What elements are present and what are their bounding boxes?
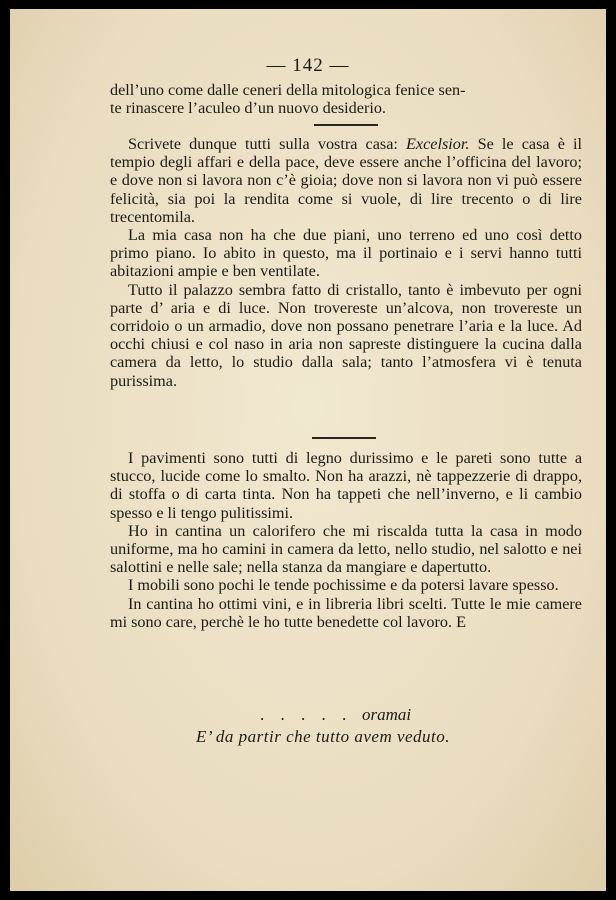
verse-line: E’ da partir che tutto avem veduto.: [196, 727, 451, 746]
paragraph: Tutto il palazzo sembra fatto di cristallo, tanto è imbevuto per ogni parte d’ aria e di luce. Non trovereste un’alcova, non trovereste un corridoio o un armadio, dove non possano penetrare l’aria e la luce. Ad occhi chiusi e col naso in aria non sapreste distinguere la cucina dalla camera da letto, lo studio dalla sala; tanto l’atmosfera vi è tenuta purissima.: [110, 280, 582, 390]
paragraph: Ho in cantina un calorifero che mi riscalda tutta la casa in modo uniforme, ma ho camini in camera da letto, nello studio, nel salotto e nei salottini e nelle sale; nella stanza da mangiare e dapertutto.: [110, 521, 582, 577]
text-block-house: [110, 135, 582, 390]
paragraph: La mia casa non ha che due piani, uno terreno ed uno così detto primo piano. Io abito in questo, ma il portinaio e i servi hanno tutti abitazioni ampie e ben ventilate.: [110, 226, 582, 281]
text-line: te rinascere l’aculeo d’un nuovo desiderio.: [110, 99, 386, 118]
book-page: [10, 9, 606, 891]
section-divider: [314, 124, 378, 126]
paragraph: I pavimenti sono tutti di legno durissimo e le pareti sono tutte a stucco, lucide come lo smalto. Non ha arazzi, nè tappezzerie di drappo, di stoffa o di carta tinta. Non ha tappeti che nell’inverno, e li cambio spesso e li tengo pulitissimi.: [110, 449, 582, 522]
text-block-opening: [110, 81, 582, 117]
page-number: — 142 —: [266, 55, 350, 76]
text-line: dell’uno come dalle ceneri della mitologica fenice sen-: [110, 81, 466, 99]
paragraph: [110, 135, 582, 226]
section-divider: [312, 437, 376, 439]
verse-fragment: oramai: [362, 705, 412, 724]
ellipsis-dots: . . . . .: [260, 705, 353, 724]
paragraph: I mobili sono pochi le tende pochissime e da potersi lavare spesso.: [128, 576, 559, 595]
paragraph-text: Scrivete dunque tutti sulla vostra casa:: [128, 135, 407, 153]
excelsior-word: Excelsior.: [406, 135, 470, 153]
paragraph-text: Se le casa è il tempio degli affari e della pace, deve essere anche l’officina del lavoro; e dove non si lavora non c’è gioia; dove non si lavora non vi può essere felicità, sia poi la rendita come si vuole, di lire trecento o di lire trecentomila.: [110, 135, 583, 226]
text-block-interior: [110, 449, 582, 631]
paragraph: In cantina ho ottimi vini, e in libreria libri scelti. Tutte le mie camere mi sono care, perchè le ho tutte benedette col lavoro. E: [110, 594, 582, 631]
